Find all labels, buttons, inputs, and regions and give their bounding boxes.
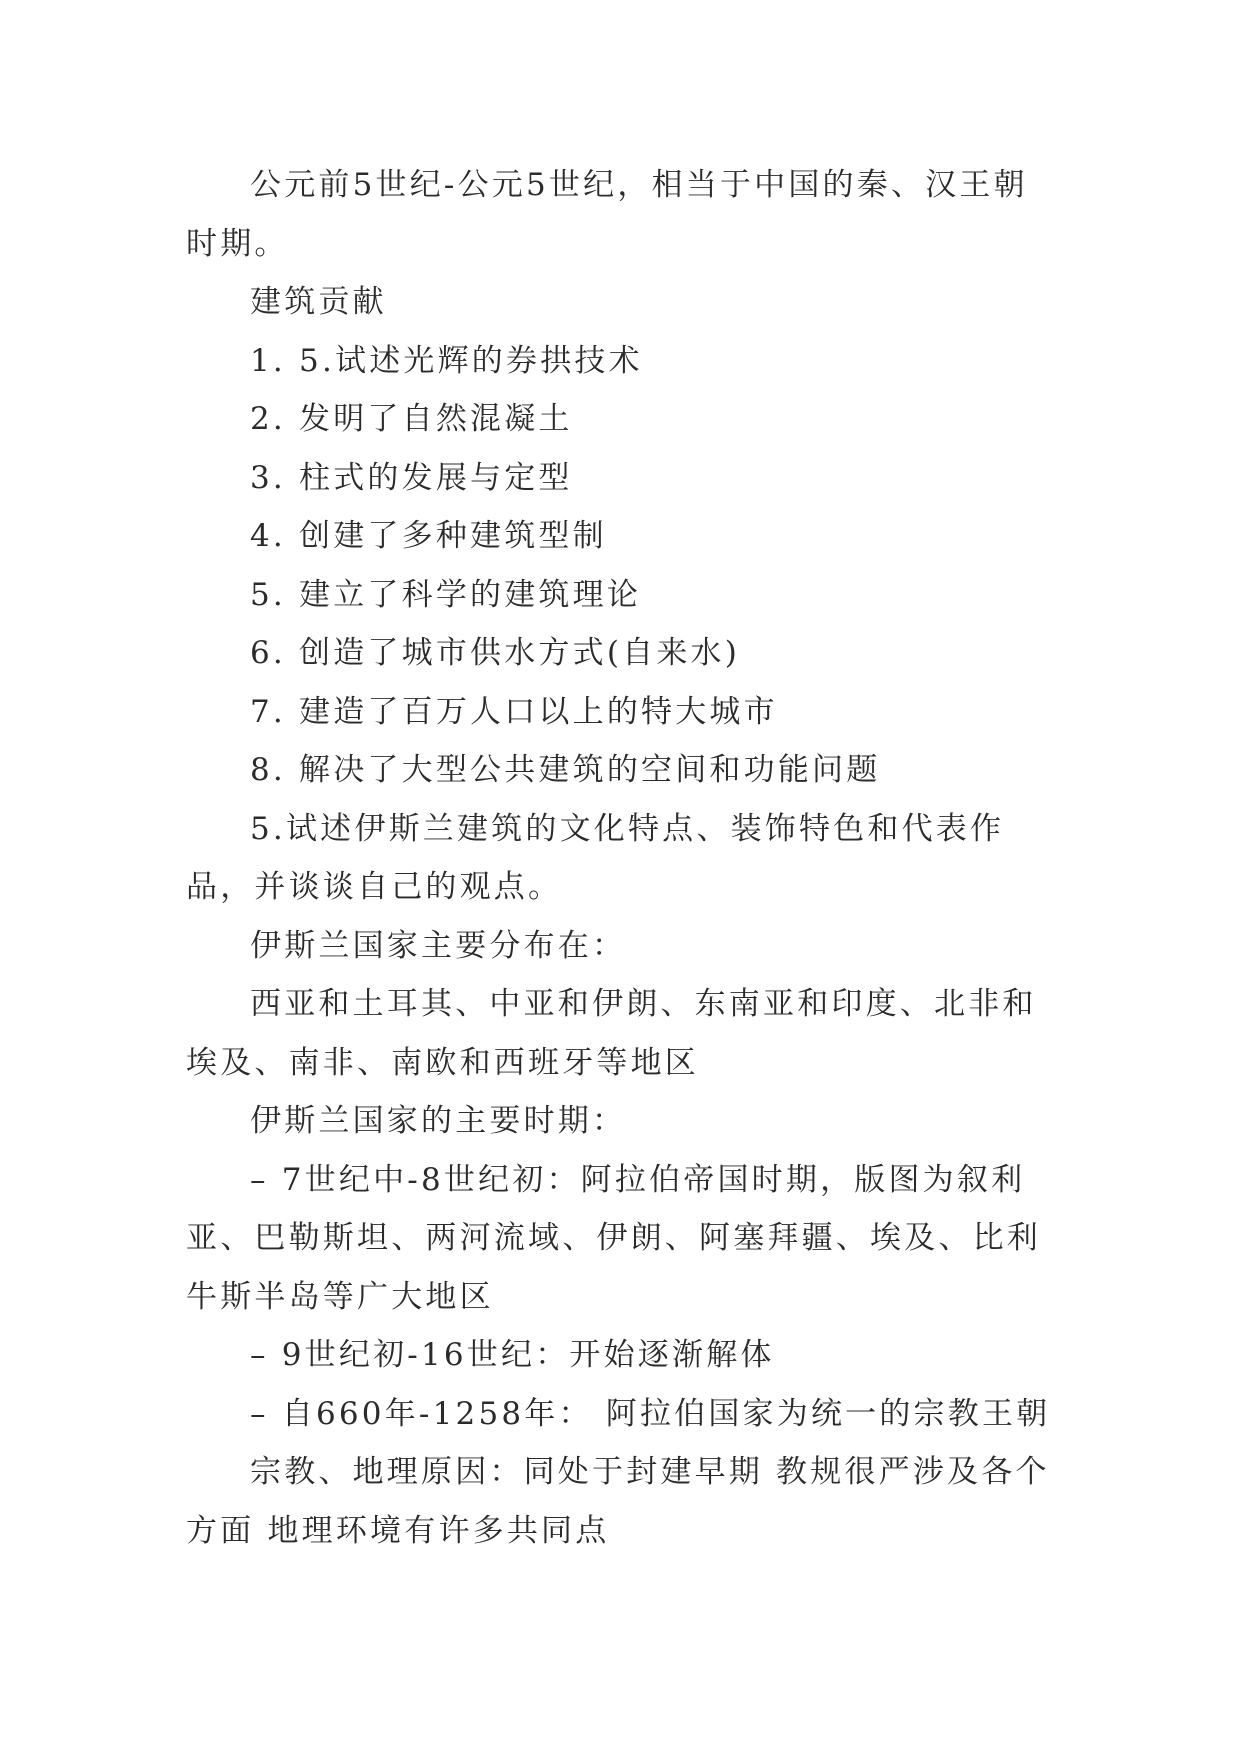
list-item: 7. 建造了百万人口以上的特大城市 (250, 693, 778, 730)
list-item: 8. 解决了大型公共建筑的空间和功能问题 (250, 752, 881, 788)
list-item: 2. 发明了自然混凝土 (250, 401, 573, 437)
period-item: – 7世纪中-8世纪初：阿拉伯帝国时期，版图为叙利亚、巴勒斯坦、两河流域、伊朗、阿塞拜疆、埃及、比利牛斯半岛等广大地区 (186, 1161, 1041, 1315)
period-item: – 自660年-1258年： 阿拉伯国家为统一的宗教王朝 (250, 1395, 1051, 1432)
paragraph-period: 公元前5世纪-公元5世纪，相当于中国的秦、汉王朝时期。 (186, 167, 1028, 262)
paragraph-reasons: 宗教、地理原因：同处于封建早期 教规很严涉及各个方面 地理环境有许多共同点 (186, 1454, 1050, 1549)
section-label-distribution: 伊斯兰国家主要分布在： (250, 927, 627, 964)
list-item: 5. 建立了科学的建筑理论 (250, 576, 642, 613)
list-item: 1. 5.试述光辉的券拱技术 (250, 342, 643, 379)
period-item: – 9世纪初-16世纪：开始逐渐解体 (250, 1337, 775, 1373)
question-heading: 5.试述伊斯兰建筑的文化特点、装饰特色和代表作品，并谈谈自己的观点。 (186, 810, 1005, 905)
list-item: 4. 创建了多种建筑型制 (250, 518, 607, 554)
section-label-periods: 伊斯兰国家的主要时期： (250, 1103, 627, 1139)
heading-architectural-contributions: 建筑贡献 (250, 284, 387, 320)
paragraph-regions: 西亚和土耳其、中亚和伊朗、东南亚和印度、北非和埃及、南非、南欧和西班牙等地区 (186, 986, 1037, 1081)
list-item: 6. 创造了城市供水方式(自来水) (250, 635, 741, 671)
list-item: 3. 柱式的发展与定型 (250, 459, 573, 496)
document-body (186, 156, 1056, 1560)
